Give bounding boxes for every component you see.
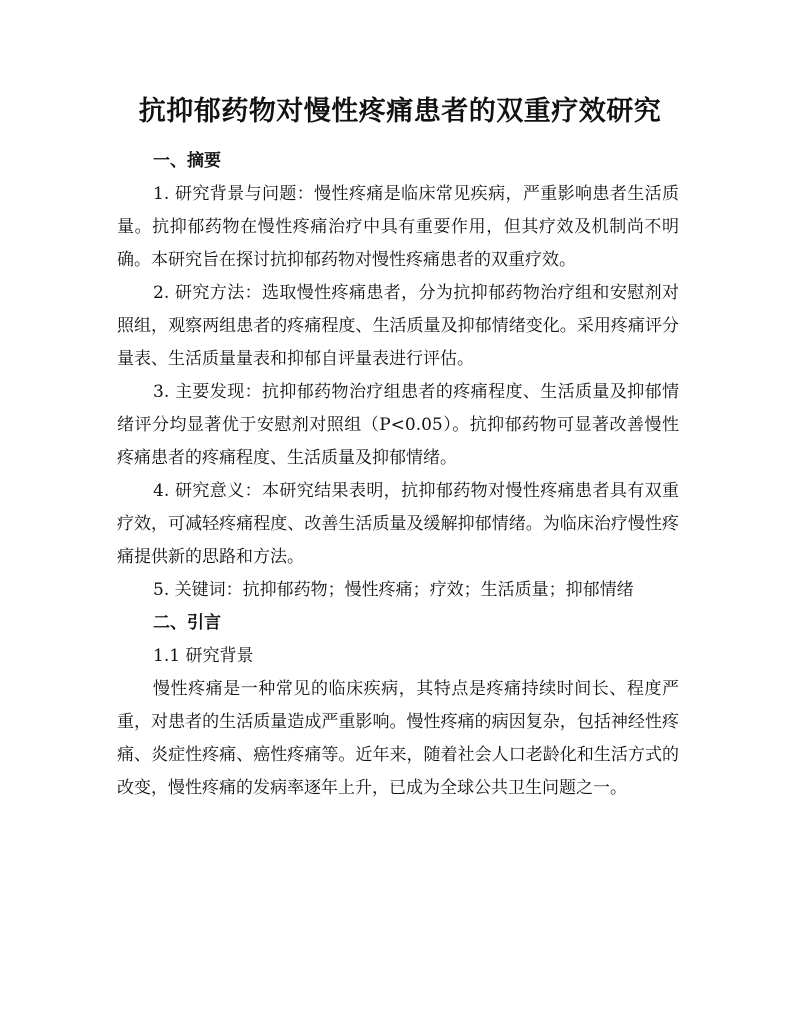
- subsection-heading-background: 1.1 研究背景: [153, 646, 254, 666]
- document-body: [117, 145, 679, 805]
- abstract-paragraph-significance: 4. 研究意义：本研究结果表明，抗抑郁药物对慢性疼痛患者具有双重疗效，可减轻疼痛程度、改善生活质量及缓解抑郁情绪。为临床治疗慢性疼痛提供新的思路和方法。: [117, 481, 679, 567]
- abstract-paragraph-keywords: 5. 关键词：抗抑郁药物；慢性疼痛；疗效；生活质量；抑郁情绪: [153, 580, 634, 600]
- abstract-paragraph-findings: 3. 主要发现：抗抑郁药物治疗组患者的疼痛程度、生活质量及抑郁情绪评分均显著优于安慰剂对照组（P<0.05）。抗抑郁药物可显著改善慢性疼痛患者的疼痛程度、生活质量及抑郁情绪。: [117, 382, 679, 468]
- abstract-paragraph-methods: 2. 研究方法：选取慢性疼痛患者，分为抗抑郁药物治疗组和安慰剂对照组，观察两组患者的疼痛程度、生活质量及抑郁情绪变化。采用疼痛评分量表、生活质量量表和抑郁自评量表进行评估。: [117, 283, 679, 369]
- introduction-paragraph: 慢性疼痛是一种常见的临床疾病，其特点是疼痛持续时间长、程度严重，对患者的生活质量造成严重影响。慢性疼痛的病因复杂，包括神经性疼痛、炎症性疼痛、癌性疼痛等。近年来，随着社会人口老龄化和生活方式的改变，慢性疼痛的发病率逐年上升，已成为全球公共卫生问题之一。: [117, 679, 679, 798]
- document-title: 抗抑郁药物对慢性疼痛患者的双重疗效研究: [138, 96, 662, 127]
- abstract-paragraph-background: 1. 研究背景与问题：慢性疼痛是临床常见疾病，严重影响患者生活质量。抗抑郁药物在慢性疼痛治疗中具有重要作用，但其疗效及机制尚不明确。本研究旨在探讨抗抑郁药物对慢性疼痛患者的双重疗效。: [117, 184, 679, 270]
- section-heading-abstract: 一、摘要: [153, 151, 221, 171]
- section-heading-introduction: 二、引言: [153, 613, 221, 633]
